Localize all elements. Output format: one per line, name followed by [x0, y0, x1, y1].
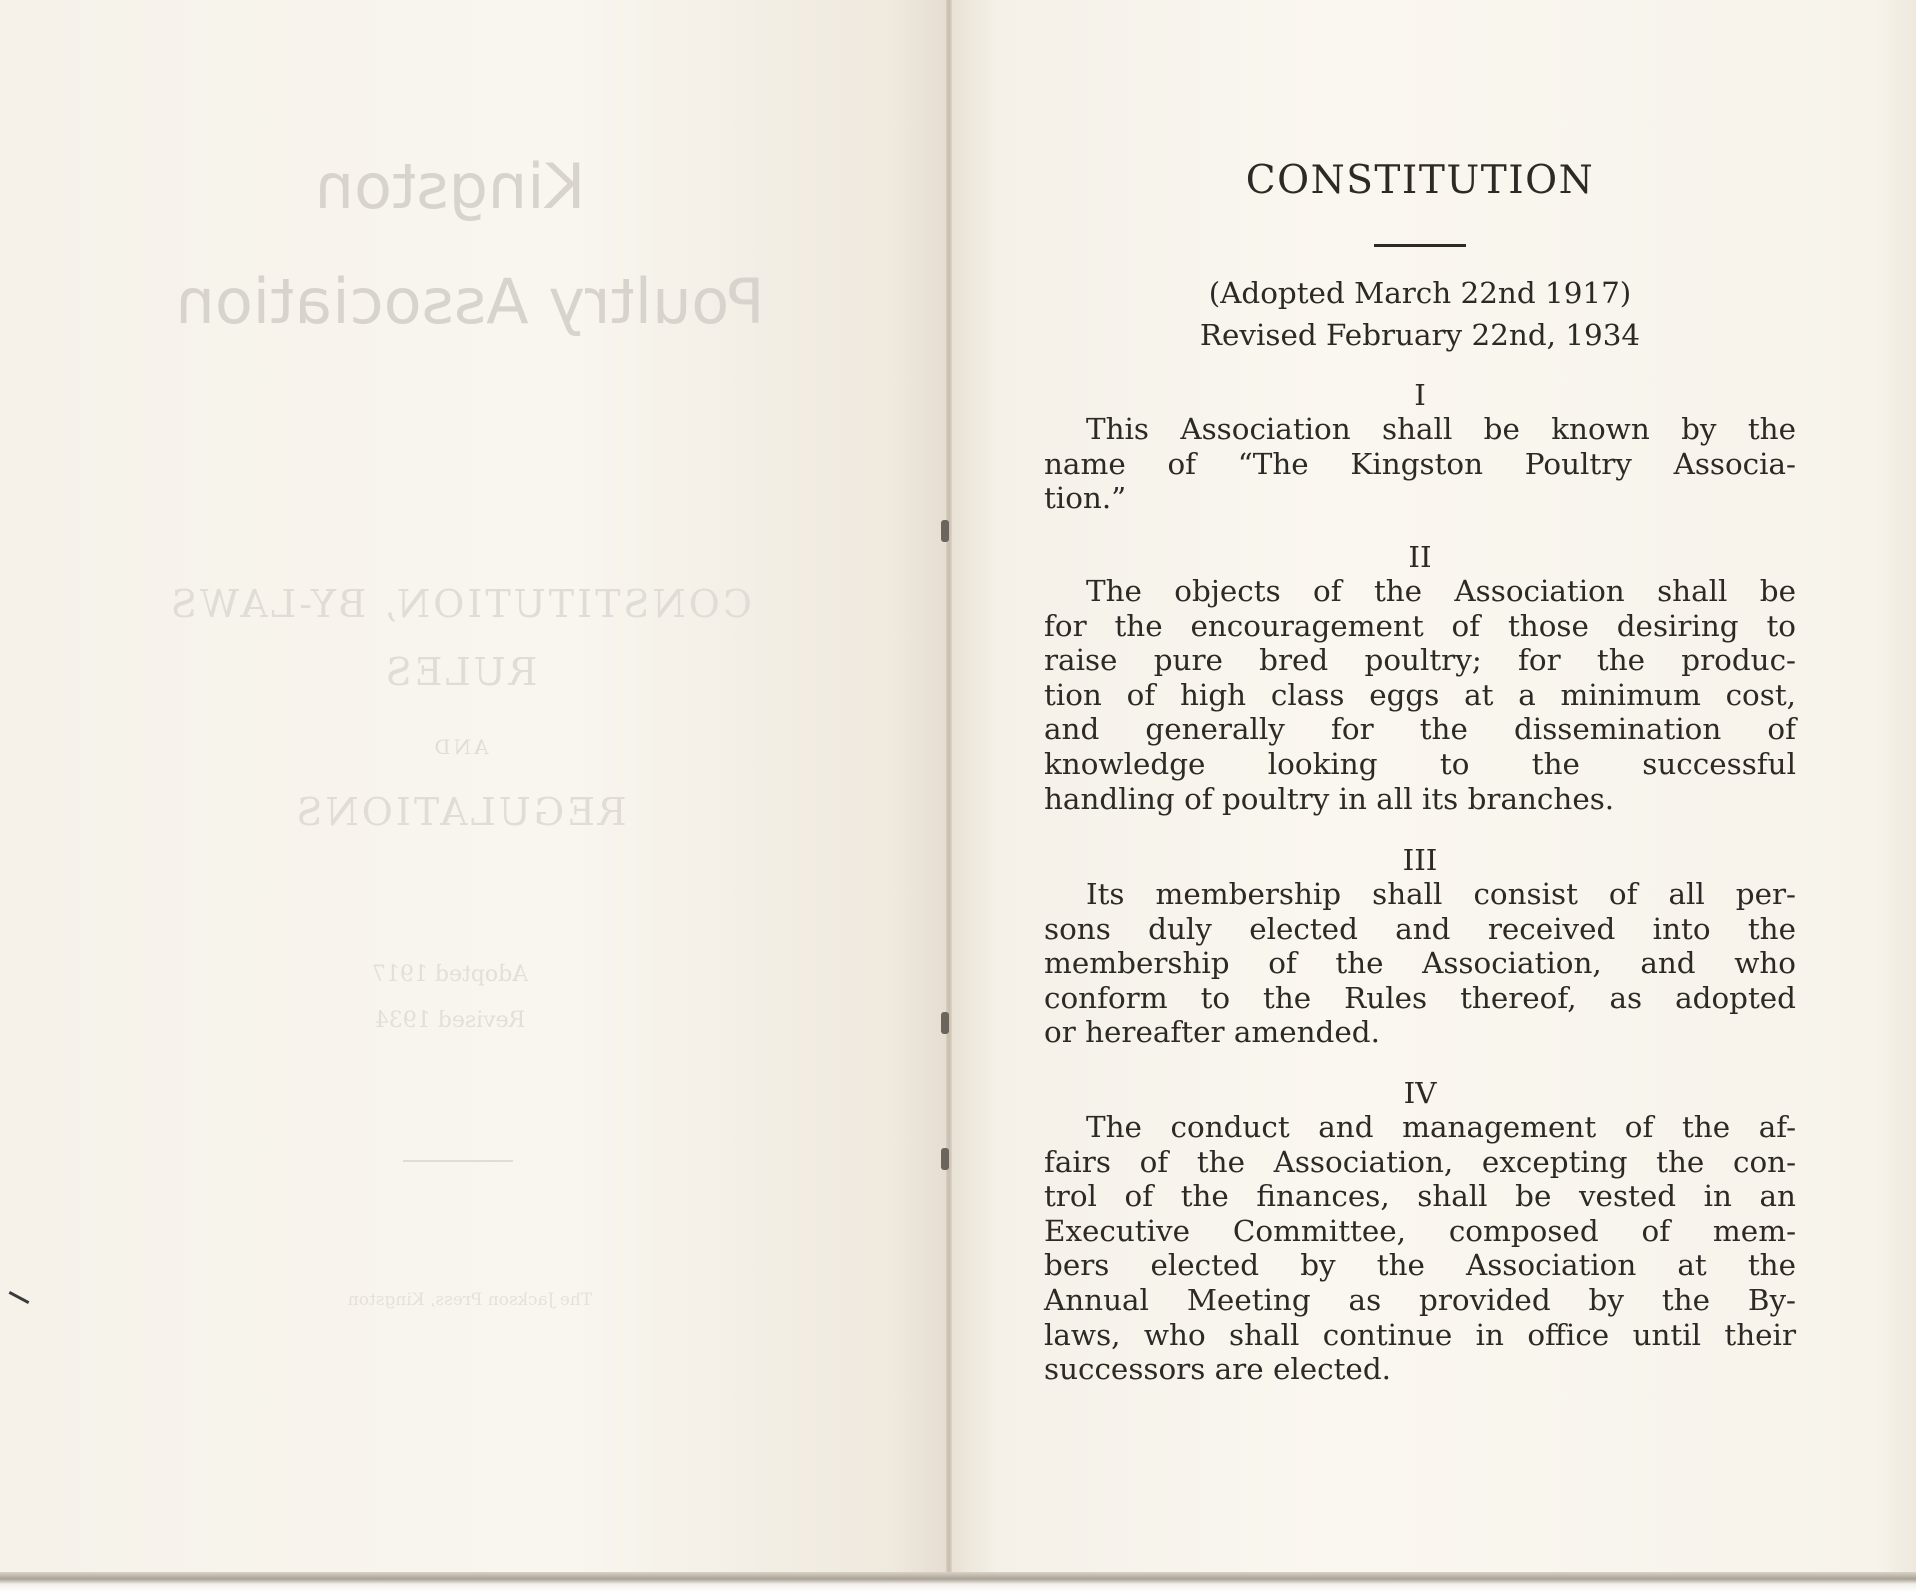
article-line: for the encouragement of those desiring to [1044, 608, 1796, 643]
book-gutter [946, 0, 952, 1578]
page-bottom-edge [0, 1572, 1916, 1592]
article-line: conform to the Rules thereof, as adopted [1044, 980, 1796, 1015]
bleed-printer: The Jackson Press, Kingston [347, 1290, 593, 1310]
article-line: successors are elected. [1044, 1352, 1391, 1387]
title-rule [1374, 244, 1466, 247]
article-numeral: II [1408, 540, 1432, 574]
article-line: raise pure bred poultry; for the produc- [1044, 643, 1796, 678]
article-numeral: III [1402, 843, 1438, 877]
article-line: bers elected by the Association at the [1044, 1248, 1796, 1283]
article-line: handling of poultry in all its branches. [1044, 781, 1615, 816]
article-line: laws, who shall continue in office until their [1044, 1317, 1796, 1352]
article-line: This Association shall be known by the [1086, 412, 1796, 446]
article-line: Executive Committee, composed of mem- [1044, 1213, 1796, 1248]
article-line: Annual Meeting as provided by the By- [1044, 1282, 1796, 1317]
bleed-adopted: Adopted 1917 [371, 962, 529, 987]
article-line: fairs of the Association, excepting the con- [1044, 1144, 1796, 1179]
article-numeral: I [1414, 378, 1426, 412]
article-line: The conduct and management of the af- [1086, 1110, 1796, 1144]
bleed-title-line-2: Poultry Association [175, 265, 765, 338]
article-4 [1044, 1076, 1796, 1387]
article-line: knowledge looking to the successful [1044, 746, 1796, 781]
staple-bottom [941, 1148, 949, 1170]
bleed-subtitle-line-4: REGULATIONS [293, 790, 627, 834]
article-line: tion.” [1044, 481, 1127, 516]
article-line: or hereafter amended. [1044, 1015, 1380, 1050]
bleed-rule [403, 1160, 513, 1162]
article-line: Its membership shall consist of all per- [1086, 877, 1796, 911]
article-1 [1044, 378, 1796, 516]
staple-top [941, 520, 949, 542]
adopted-date: (Adopted March 22nd 1917) [1208, 276, 1632, 310]
article-line: trol of the finances, shall be vested in an [1044, 1179, 1796, 1214]
article-3 [1044, 843, 1796, 1050]
staple-middle [941, 1012, 949, 1034]
left-page [0, 0, 950, 1578]
article-line: tion of high class eggs at a minimum cost, [1044, 677, 1796, 712]
article-line: name of “The Kingston Poultry Associa- [1044, 446, 1796, 481]
bleed-revised: Revised 1934 [374, 1008, 526, 1033]
article-2 [1044, 540, 1796, 816]
bleed-subtitle-line-3: AND [431, 735, 489, 759]
bleed-subtitle-line-1: CONSTITUTION, BY-LAWS [168, 582, 752, 626]
article-line: sons duly elected and received into the [1044, 911, 1796, 946]
article-line: membership of the Association, and who [1044, 946, 1796, 981]
article-line: and generally for the dissemination of [1044, 712, 1796, 747]
page-title: CONSTITUTION [1245, 158, 1595, 203]
revised-date: Revised February 22nd, 1934 [1199, 318, 1641, 352]
article-numeral: IV [1403, 1076, 1437, 1110]
bleed-title-line-1: Kingston [314, 150, 586, 223]
bleed-subtitle-line-2: RULES [382, 650, 538, 694]
article-line: The objects of the Association shall be [1086, 574, 1796, 608]
